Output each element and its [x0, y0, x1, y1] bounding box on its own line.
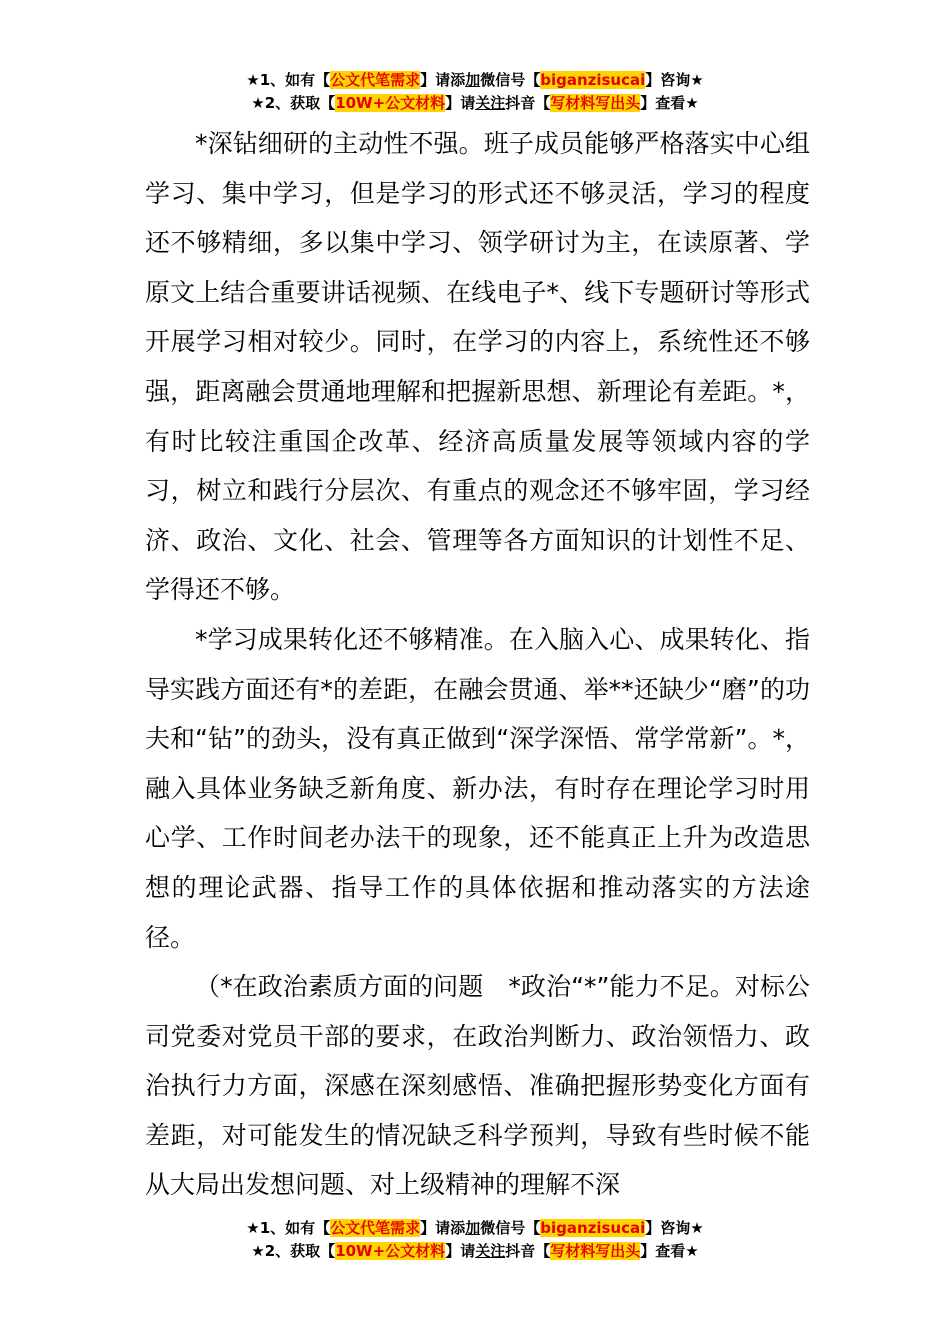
promo-banner-top: [0, 69, 950, 115]
paragraph: （*在政治素质方面的问题 *政治“*”能力不足。对标公司党委对党员干部的要求，在政治判断力、政治领悟力、政治执行力方面，深感在深刻感悟、准确把握形势变化方面有差距，对可能发生的情况缺乏科学预判，导致有些时候不能从大局出发想问题、对上级精神的理解不深: [145, 972, 810, 1200]
document-body: [145, 119, 810, 1210]
promo-line-2: ★2、获取【10W+公文材料】请关注抖音【写材料写出头】查看★: [251, 94, 699, 112]
promo-highlight: 10W+公文材料: [335, 94, 446, 112]
promo-highlight: 写材料写出头: [550, 94, 641, 112]
promo-banner-bottom: [0, 1217, 950, 1263]
promo-highlight: 写材料写出头: [550, 1242, 641, 1260]
promo-line-2: ★2、获取【10W+公文材料】请关注抖音【写材料写出头】查看★: [251, 1242, 699, 1260]
paragraph: *深钻细研的主动性不强。班子成员能够严格落实中心组学习、集中学习，但是学习的形式还不够灵活，学习的程度还不够精细，多以集中学习、领学研讨为主，在读原著、学原文上结合重要讲话视频、在线电子*、线下专题研讨等形式开展学习相对较少。同时，在学习的内容上，系统性还不够强，距离融会贯通地理解和把握新思想、新理论有差距。*，有时比较注重国企改革、经济高质量发展等领域内容的学习，树立和践行分层次、有重点的观念还不够牢固，学习经济、政治、文化、社会、管理等各方面知识的计划性不足、学得还不够。: [145, 129, 810, 605]
promo-line-1: ★1、如有【公文代笔需求】请添加微信号【biganzisucai】咨询★: [246, 71, 704, 89]
promo-highlight: biganzisucai: [540, 1219, 646, 1237]
promo-line-1: ★1、如有【公文代笔需求】请添加微信号【biganzisucai】咨询★: [246, 1219, 704, 1237]
promo-highlight: 10W+公文材料: [335, 1242, 446, 1260]
promo-highlight: biganzisucai: [540, 71, 646, 89]
paragraph: *学习成果转化还不够精准。在入脑入心、成果转化、指导实践方面还有*的差距，在融会贯通、举**还缺少“磨”的功夫和“钻”的劲头，没有真正做到“深学深悟、常学常新”。*，融入具体业务缺乏新角度、新办法，有时存在理论学习时用心学、工作时间老办法干的现象，还不能真正上升为改造思想的理论武器、指导工作的具体依据和推动落实的方法途径。: [145, 624, 810, 952]
promo-highlight: 公文代笔需求: [330, 71, 421, 89]
promo-highlight: 公文代笔需求: [330, 1219, 421, 1237]
